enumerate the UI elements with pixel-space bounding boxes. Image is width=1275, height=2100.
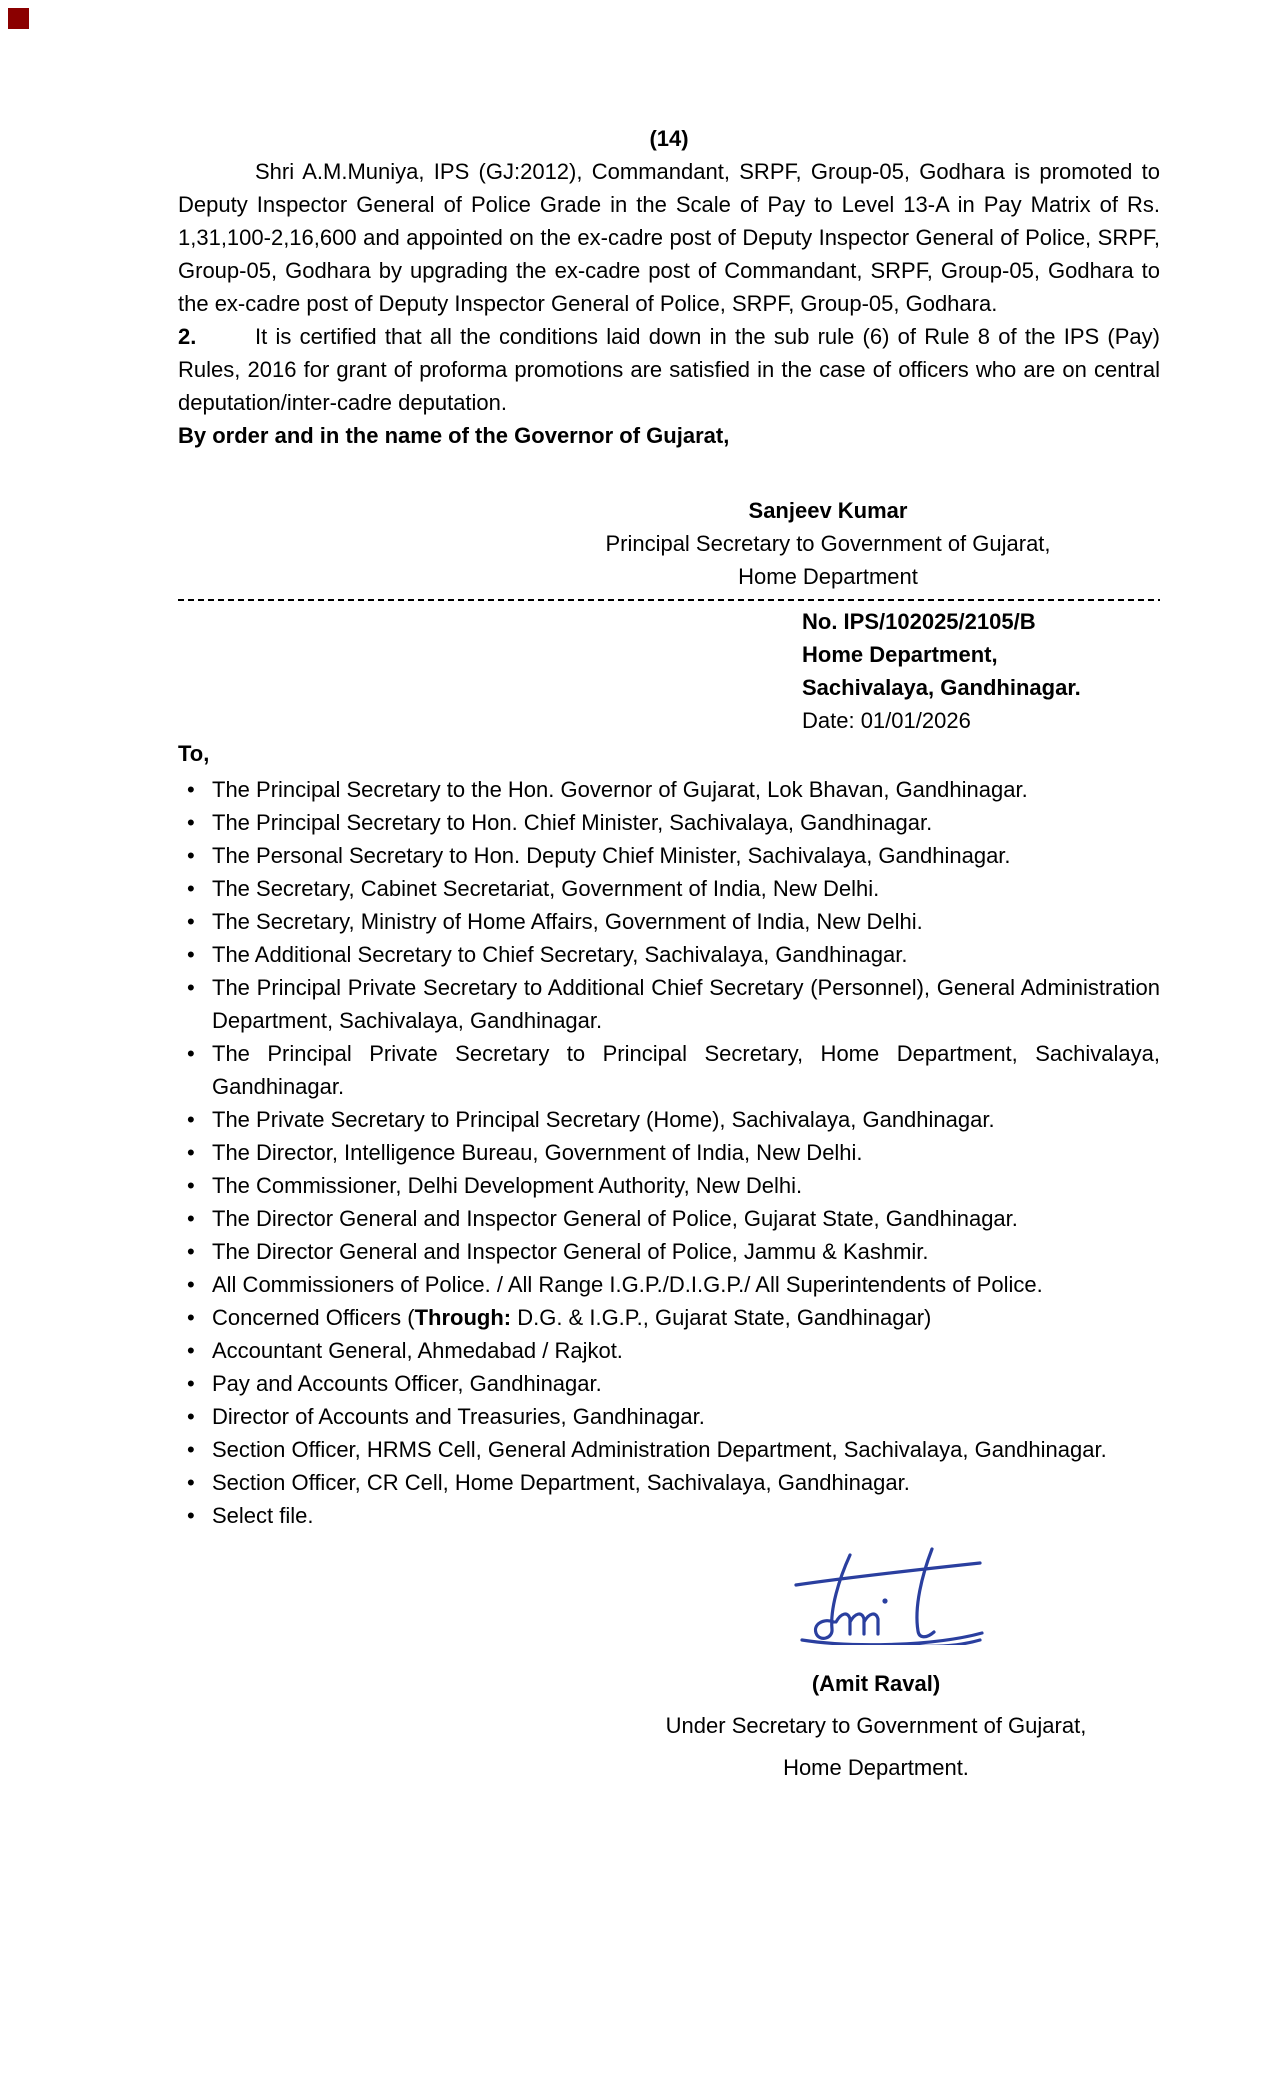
recipient-item: • The Principal Secretary to the Hon. Governor of Gujarat, Lok Bhavan, Gandhinagar. (178, 773, 1160, 806)
signature-a-stroke (815, 1555, 850, 1638)
recipient-item: • The Director General and Inspector General of Police, Jammu & Kashmir. (178, 1235, 1160, 1268)
signature-m-stroke (836, 1614, 878, 1634)
recipient-item: • Director of Accounts and Treasuries, Gandhinagar. (178, 1400, 1160, 1433)
paragraph-certification-text: It is certified that all the conditions laid down in the sub rule (6) of Rule 8 of the IPS (Pay) Rules, 2016 for grant of proforma promotions are satisfied in the case of officers who are on central deputation/inter-cadre deputation. (178, 324, 1160, 415)
signer-block (596, 1663, 1156, 1789)
signatory-block (548, 494, 1108, 593)
signature-cross-stroke (796, 1563, 980, 1585)
signature-t-stroke (917, 1549, 934, 1637)
recipient-item: • Accountant General, Ahmedabad / Rajkot. (178, 1334, 1160, 1367)
recipient-item: • The Additional Secretary to Chief Secretary, Sachivalaya, Gandhinagar. (178, 938, 1160, 971)
reference-block (802, 605, 1160, 737)
recipient-item: • The Secretary, Ministry of Home Affairs, Government of India, New Delhi. (178, 905, 1160, 938)
reference-department: Home Department, (802, 642, 998, 667)
page-number: (14) (649, 126, 689, 151)
recipient-item: • The Secretary, Cabinet Secretariat, Government of India, New Delhi. (178, 872, 1160, 905)
recipient-item: • Section Officer, HRMS Cell, General Administration Department, Sachivalaya, Gandhinagar. (178, 1433, 1160, 1466)
signature-i-dot (882, 1598, 887, 1603)
recipient-item: • All Commissioners of Police. / All Range I.G.P./D.I.G.P./ All Superintendents of Police. (178, 1268, 1160, 1301)
recipient-item: • The Principal Private Secretary to Principal Secretary, Home Department, Sachivalaya, Gandhinagar. (178, 1037, 1160, 1103)
signatory-title: Principal Secretary to Government of Gujarat, (605, 531, 1051, 556)
recipient-item: • The Director General and Inspector General of Police, Gujarat State, Gandhinagar. (178, 1202, 1160, 1235)
dashed-separator (178, 599, 1160, 601)
signatory-name: Sanjeev Kumar (748, 498, 908, 523)
recipient-item: • Select file. (178, 1499, 1160, 1532)
paragraph-certification (178, 320, 1160, 419)
recipient-item: • The Principal Secretary to Hon. Chief Minister, Sachivalaya, Gandhinagar. (178, 806, 1160, 839)
reference-date: Date: 01/01/2026 (802, 708, 971, 733)
to-label: To, (178, 741, 210, 766)
recipient-item: • The Commissioner, Delhi Development Authority, New Delhi. (178, 1169, 1160, 1202)
recipient-item: • The Director, Intelligence Bureau, Government of India, New Delhi. (178, 1136, 1160, 1169)
recipient-item: • Pay and Accounts Officer, Gandhinagar. (178, 1367, 1160, 1400)
click-marker (8, 8, 29, 29)
signer-department: Home Department. (783, 1755, 969, 1780)
recipient-item: • The Personal Secretary to Hon. Deputy Chief Minister, Sachivalaya, Gandhinagar. (178, 839, 1160, 872)
recipient-item: • The Principal Private Secretary to Additional Chief Secretary (Personnel), General Administration Department, Sachivalaya, Gandhinagar. (178, 971, 1160, 1037)
signer-title: Under Secretary to Government of Gujarat, (665, 1713, 1087, 1738)
signatory-department: Home Department (738, 564, 918, 589)
reference-number: No. IPS/102025/2105/B (802, 609, 1036, 634)
recipient-item: • The Private Secretary to Principal Secretary (Home), Sachivalaya, Gandhinagar. (178, 1103, 1160, 1136)
recipient-item: • Concerned Officers (Through: D.G. & I.G.P., Gujarat State, Gandhinagar) (178, 1301, 1160, 1334)
by-order-line: By order and in the name of the Governor of Gujarat, (178, 423, 730, 448)
recipient-item: • Section Officer, CR Cell, Home Department, Sachivalaya, Gandhinagar. (178, 1466, 1160, 1499)
paragraph-promotion: Shri A.M.Muniya, IPS (GJ:2012), Commandant, SRPF, Group-05, Godhara is promoted to Deputy Inspector General of Police Grade in the Scale of Pay to Level 13-A in Pay Matrix of Rs. 1,31,100-2,16,600 and appointed on the ex-cadre post of Deputy Inspector General of Police, SRPF, Group-05, Godhara by upgrading the ex-cadre post of Commandant, SRPF, Group-05, Godhara to the ex-cadre post of Deputy Inspector General of Police, SRPF, Group-05, Godhara. (178, 159, 1160, 316)
recipients-list (178, 773, 1160, 1532)
reference-address: Sachivalaya, Gandhinagar. (802, 675, 1081, 700)
signer-name: (Amit Raval) (811, 1671, 941, 1696)
letter-content (178, 0, 1160, 1789)
handwritten-signature (784, 1545, 989, 1645)
paragraph-number: 2. (178, 324, 197, 349)
